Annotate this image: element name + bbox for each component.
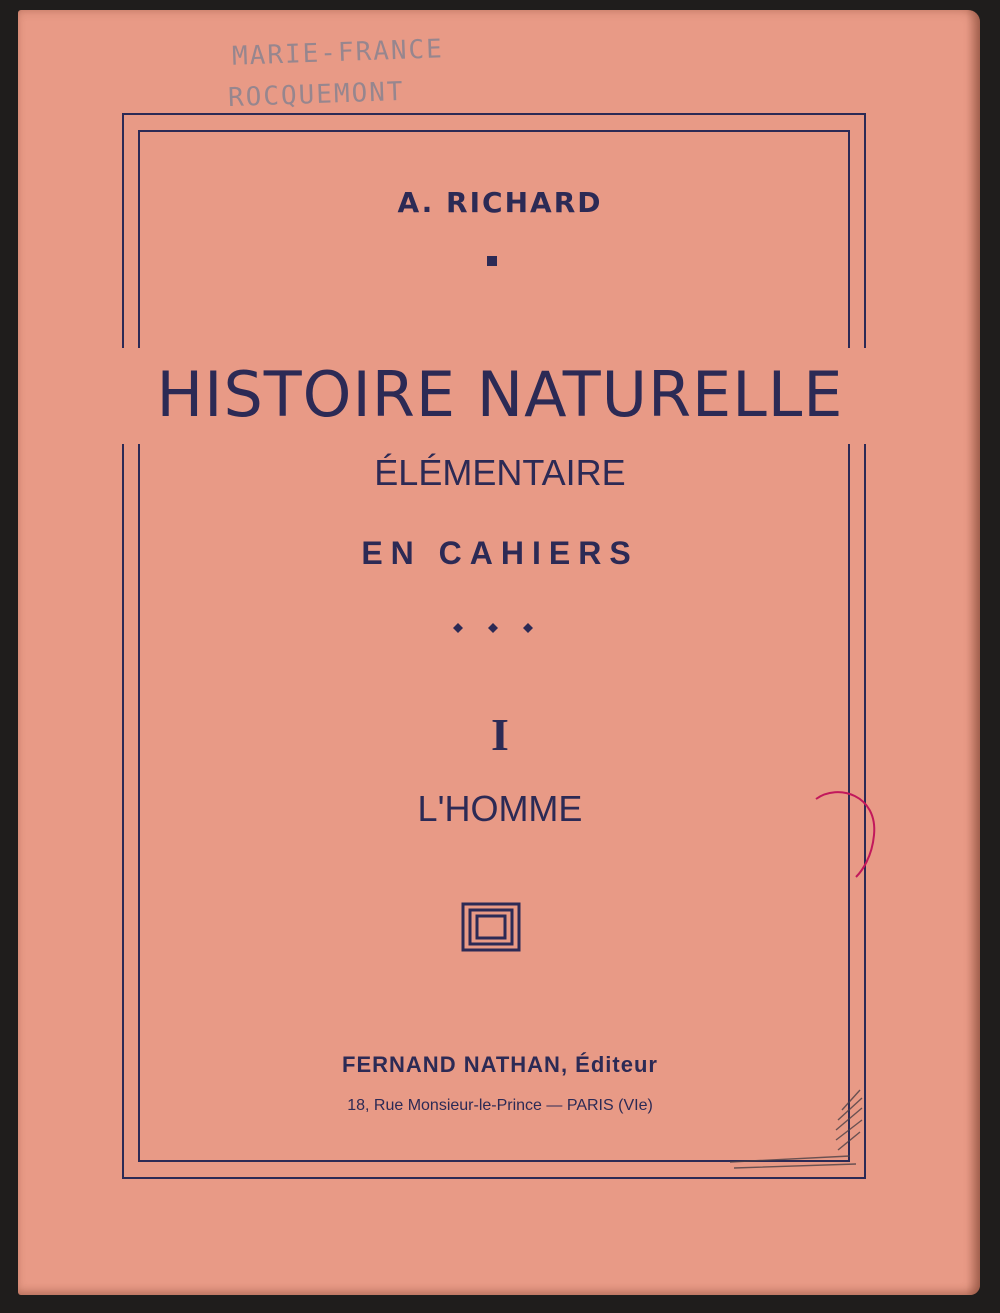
author-name: A. RICHARD xyxy=(397,186,603,219)
volume-number: I xyxy=(491,709,509,760)
handwritten-name-line1: MARIE-FRANCE xyxy=(231,34,445,72)
publisher-name: FERNAND NATHAN, Éditeur xyxy=(342,1052,658,1077)
inner-border-frame xyxy=(138,130,850,1162)
subtitle-line-2: EN CAHIERS xyxy=(361,535,639,571)
three-diamond-ornament-icon xyxy=(448,620,538,636)
volume-title: L'HOMME xyxy=(417,788,583,829)
book-title: HISTOIRE NATURELLE xyxy=(156,358,844,431)
square-bullet-icon xyxy=(487,256,497,266)
nested-squares-ornament-icon xyxy=(461,902,521,952)
publisher-address: 18, Rue Monsieur-le-Prince — PARIS (VIe) xyxy=(347,1097,653,1114)
pencil-scribble-mark xyxy=(720,1080,865,1175)
handwritten-name-line2: ROCQUEMONT xyxy=(227,76,406,114)
red-pen-mark xyxy=(808,785,888,885)
subtitle-line-1: ÉLÉMENTAIRE xyxy=(374,452,626,493)
